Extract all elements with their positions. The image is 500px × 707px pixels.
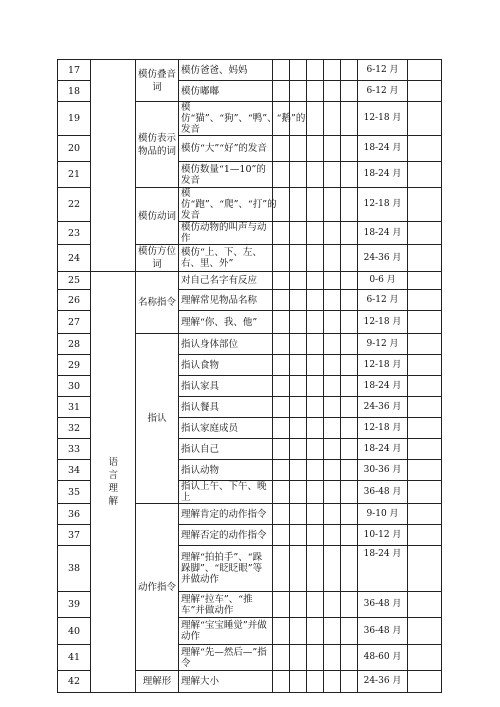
score-cell [324, 290, 341, 311]
score-cell [273, 525, 290, 546]
age-cell: 24-36 月 [358, 245, 408, 272]
row-number: 39 [58, 592, 91, 618]
row-number: 27 [58, 311, 91, 334]
score-cell [307, 222, 324, 245]
row-number: 19 [58, 102, 91, 136]
score-cell [307, 355, 324, 376]
age-cell: 9-10 月 [358, 504, 408, 525]
score-cell [290, 290, 307, 311]
score-cell [341, 546, 358, 592]
score-cell [341, 188, 358, 222]
item-cell: 理解“拍拍手”、“跺跺脚”、“眨眨眼”等并做动作 [179, 546, 273, 592]
notes-cell [408, 311, 442, 334]
score-cell [290, 81, 307, 102]
score-cell [290, 645, 307, 671]
notes-cell [408, 162, 442, 188]
score-cell [290, 376, 307, 397]
notes-cell [408, 102, 442, 136]
score-cell [273, 504, 290, 525]
age-cell: 18-24 月 [358, 222, 408, 245]
age-cell: 18-24 月 [358, 546, 408, 592]
score-cell [341, 245, 358, 272]
score-cell [273, 60, 290, 81]
score-cell [307, 504, 324, 525]
row-number: 34 [58, 460, 91, 481]
score-cell [290, 397, 307, 418]
score-cell [290, 334, 307, 355]
score-cell [307, 334, 324, 355]
score-cell [290, 525, 307, 546]
score-cell [273, 334, 290, 355]
notes-cell [408, 188, 442, 222]
score-cell [273, 546, 290, 592]
row-number: 41 [58, 645, 91, 671]
age-cell: 12-18 月 [358, 311, 408, 334]
age-cell: 6-12 月 [358, 60, 408, 81]
item-cell: 模仿爸爸、妈妈 [179, 60, 273, 81]
score-cell [290, 60, 307, 81]
score-cell [307, 460, 324, 481]
score-cell [307, 592, 324, 618]
row-number: 42 [58, 671, 91, 693]
score-cell [307, 162, 324, 188]
row-number: 30 [58, 376, 91, 397]
row-number: 32 [58, 418, 91, 439]
notes-cell [408, 618, 442, 645]
score-cell [307, 311, 324, 334]
item-cell: 模仿动物的叫声与动作 [179, 222, 273, 245]
row-number: 40 [58, 618, 91, 645]
score-cell [324, 162, 341, 188]
score-cell [307, 418, 324, 439]
item-cell: 指认身体部位 [179, 334, 273, 355]
score-cell [290, 618, 307, 645]
item-cell: 指认动物 [179, 460, 273, 481]
score-cell [341, 525, 358, 546]
score-cell [307, 272, 324, 290]
score-cell [341, 418, 358, 439]
score-cell [341, 355, 358, 376]
notes-cell [408, 136, 442, 162]
item-cell: 模仿数量“1—10”的发音 [179, 162, 273, 188]
item-cell: 模仿“猫”、“狗”、“鸭”、“鹅”的发音 [179, 102, 273, 136]
score-cell [307, 618, 324, 645]
score-cell [341, 290, 358, 311]
score-cell [341, 397, 358, 418]
item-cell: 指认自己 [179, 439, 273, 460]
notes-cell [408, 418, 442, 439]
score-cell [341, 334, 358, 355]
age-cell: 18-24 月 [358, 136, 408, 162]
score-cell [341, 81, 358, 102]
item-cell: 模仿“跑”、“爬”、“打”的发音 [179, 188, 273, 222]
score-cell [273, 592, 290, 618]
score-cell [290, 481, 307, 504]
row-number: 20 [58, 136, 91, 162]
score-cell [341, 311, 358, 334]
score-cell [290, 439, 307, 460]
score-cell [273, 397, 290, 418]
row-number: 23 [58, 222, 91, 245]
score-cell [290, 311, 307, 334]
score-cell [324, 460, 341, 481]
score-cell [290, 418, 307, 439]
score-cell [341, 618, 358, 645]
item-cell: 指认食物 [179, 355, 273, 376]
item-cell: 理解“拉车”、“推车”并做动作 [179, 592, 273, 618]
item-cell: 模仿嘟嘟 [179, 81, 273, 102]
row-number: 35 [58, 481, 91, 504]
subcategory-cell: 模仿方位词 [136, 245, 179, 272]
table-row [58, 60, 442, 81]
score-cell [307, 645, 324, 671]
score-cell [341, 671, 358, 693]
row-number: 37 [58, 525, 91, 546]
age-cell: 24-36 月 [358, 671, 408, 693]
subcategory-cell: 理解形 [136, 671, 179, 693]
item-cell: 理解肯定的动作指令 [179, 504, 273, 525]
score-cell [273, 162, 290, 188]
score-cell [341, 592, 358, 618]
age-cell: 18-24 月 [358, 439, 408, 460]
row-number: 28 [58, 334, 91, 355]
score-cell [290, 222, 307, 245]
score-cell [273, 222, 290, 245]
item-cell: 理解“你、我、他” [179, 311, 273, 334]
notes-cell [408, 546, 442, 592]
item-cell: 理解大小 [179, 671, 273, 693]
score-cell [324, 504, 341, 525]
score-cell [324, 671, 341, 693]
score-cell [324, 618, 341, 645]
notes-cell [408, 397, 442, 418]
score-cell [324, 81, 341, 102]
score-cell [324, 222, 341, 245]
row-number: 38 [58, 546, 91, 592]
item-cell: 对自己名字有反应 [179, 272, 273, 290]
score-cell [341, 222, 358, 245]
notes-cell [408, 376, 442, 397]
notes-cell [408, 355, 442, 376]
row-number: 29 [58, 355, 91, 376]
score-cell [290, 355, 307, 376]
score-cell [341, 60, 358, 81]
row-number: 31 [58, 397, 91, 418]
age-cell: 24-36 月 [358, 397, 408, 418]
age-cell: 18-24 月 [358, 376, 408, 397]
score-cell [290, 272, 307, 290]
score-cell [341, 645, 358, 671]
age-cell: 36-48 月 [358, 481, 408, 504]
subcategory-cell: 指认 [136, 334, 179, 504]
age-cell: 12-18 月 [358, 418, 408, 439]
score-cell [324, 397, 341, 418]
row-number: 36 [58, 504, 91, 525]
subcategory-cell: 模仿动词 [136, 188, 179, 245]
assessment-table [57, 59, 442, 693]
score-cell [341, 439, 358, 460]
score-cell [273, 245, 290, 272]
score-cell [324, 355, 341, 376]
score-cell [341, 136, 358, 162]
table-row [58, 272, 442, 290]
score-cell [324, 245, 341, 272]
subcategory-cell: 模仿叠音词 [136, 60, 179, 102]
score-cell [307, 481, 324, 504]
item-cell: 指认餐具 [179, 397, 273, 418]
score-cell [341, 162, 358, 188]
score-cell [290, 245, 307, 272]
notes-cell [408, 645, 442, 671]
age-cell: 18-24 月 [358, 162, 408, 188]
notes-cell [408, 290, 442, 311]
assessment-sheet [57, 59, 442, 693]
score-cell [273, 481, 290, 504]
score-cell [307, 188, 324, 222]
score-cell [273, 376, 290, 397]
age-cell: 10-12 月 [358, 525, 408, 546]
score-cell [307, 525, 324, 546]
score-cell [324, 376, 341, 397]
score-cell [324, 60, 341, 81]
age-cell: 12-18 月 [358, 188, 408, 222]
row-number: 21 [58, 162, 91, 188]
score-cell [307, 376, 324, 397]
score-cell [290, 546, 307, 592]
score-cell [290, 671, 307, 693]
score-cell [324, 481, 341, 504]
score-cell [324, 418, 341, 439]
age-cell: 6-12 月 [358, 81, 408, 102]
score-cell [273, 671, 290, 693]
notes-cell [408, 460, 442, 481]
score-cell [290, 460, 307, 481]
row-number: 22 [58, 188, 91, 222]
subcategory-cell: 模仿表示物品的词 [136, 102, 179, 188]
age-cell: 48-60 月 [358, 645, 408, 671]
item-cell: 理解“宝宝睡觉”并做动作 [179, 618, 273, 645]
score-cell [273, 355, 290, 376]
score-cell [324, 645, 341, 671]
score-cell [290, 136, 307, 162]
score-cell [290, 162, 307, 188]
score-cell [307, 290, 324, 311]
age-cell: 30-36 月 [358, 460, 408, 481]
notes-cell [408, 81, 442, 102]
row-number: 25 [58, 272, 91, 290]
row-number: 18 [58, 81, 91, 102]
score-cell [324, 311, 341, 334]
score-cell [273, 81, 290, 102]
score-cell [324, 592, 341, 618]
score-cell [290, 504, 307, 525]
item-cell: 理解否定的动作指令 [179, 525, 273, 546]
subcategory-cell: 名称指令 [136, 272, 179, 334]
score-cell [290, 592, 307, 618]
score-cell [273, 136, 290, 162]
score-cell [324, 546, 341, 592]
row-number: 17 [58, 60, 91, 81]
item-cell: 指认家庭成员 [179, 418, 273, 439]
score-cell [324, 188, 341, 222]
category-cell-blank [91, 60, 136, 272]
age-cell: 36-48 月 [358, 618, 408, 645]
item-cell: 指认上午、下午、晚上 [179, 481, 273, 504]
item-cell: 模仿“大”“好”的发音 [179, 136, 273, 162]
item-cell: 理解常见物品名称 [179, 290, 273, 311]
notes-cell [408, 245, 442, 272]
score-cell [341, 460, 358, 481]
item-cell: 指认家具 [179, 376, 273, 397]
age-cell: 12-18 月 [358, 102, 408, 136]
score-cell [307, 81, 324, 102]
score-cell [273, 418, 290, 439]
score-cell [307, 245, 324, 272]
score-cell [307, 102, 324, 136]
row-number: 33 [58, 439, 91, 460]
item-cell: 模仿“上、下、左、右、里、外” [179, 245, 273, 272]
score-cell [273, 618, 290, 645]
score-cell [290, 188, 307, 222]
score-cell [307, 439, 324, 460]
score-cell [307, 136, 324, 162]
notes-cell [408, 504, 442, 525]
score-cell [341, 504, 358, 525]
score-cell [324, 334, 341, 355]
score-cell [341, 376, 358, 397]
category-cell [91, 272, 136, 693]
age-cell: 6-12 月 [358, 290, 408, 311]
score-cell [341, 481, 358, 504]
score-cell [273, 272, 290, 290]
item-cell: 理解“先—然后—”指令 [179, 645, 273, 671]
score-cell [273, 311, 290, 334]
notes-cell [408, 439, 442, 460]
notes-cell [408, 671, 442, 693]
score-cell [273, 460, 290, 481]
age-cell: 0-6 月 [358, 272, 408, 290]
age-cell: 9-12 月 [358, 334, 408, 355]
score-cell [324, 525, 341, 546]
notes-cell [408, 592, 442, 618]
age-cell: 12-18 月 [358, 355, 408, 376]
score-cell [307, 671, 324, 693]
category-label: 语言理解 [108, 457, 119, 507]
score-cell [273, 439, 290, 460]
row-number: 24 [58, 245, 91, 272]
notes-cell [408, 60, 442, 81]
notes-cell [408, 334, 442, 355]
age-cell: 36-48 月 [358, 592, 408, 618]
score-cell [324, 272, 341, 290]
score-cell [324, 136, 341, 162]
notes-cell [408, 525, 442, 546]
score-cell [273, 645, 290, 671]
score-cell [307, 397, 324, 418]
score-cell [341, 102, 358, 136]
notes-cell [408, 481, 442, 504]
notes-cell [408, 222, 442, 245]
score-cell [307, 60, 324, 81]
score-cell [273, 290, 290, 311]
score-cell [324, 439, 341, 460]
notes-cell [408, 272, 442, 290]
score-cell [324, 102, 341, 136]
row-number: 26 [58, 290, 91, 311]
score-cell [307, 546, 324, 592]
subcategory-cell: 动作指令 [136, 504, 179, 671]
score-cell [341, 272, 358, 290]
